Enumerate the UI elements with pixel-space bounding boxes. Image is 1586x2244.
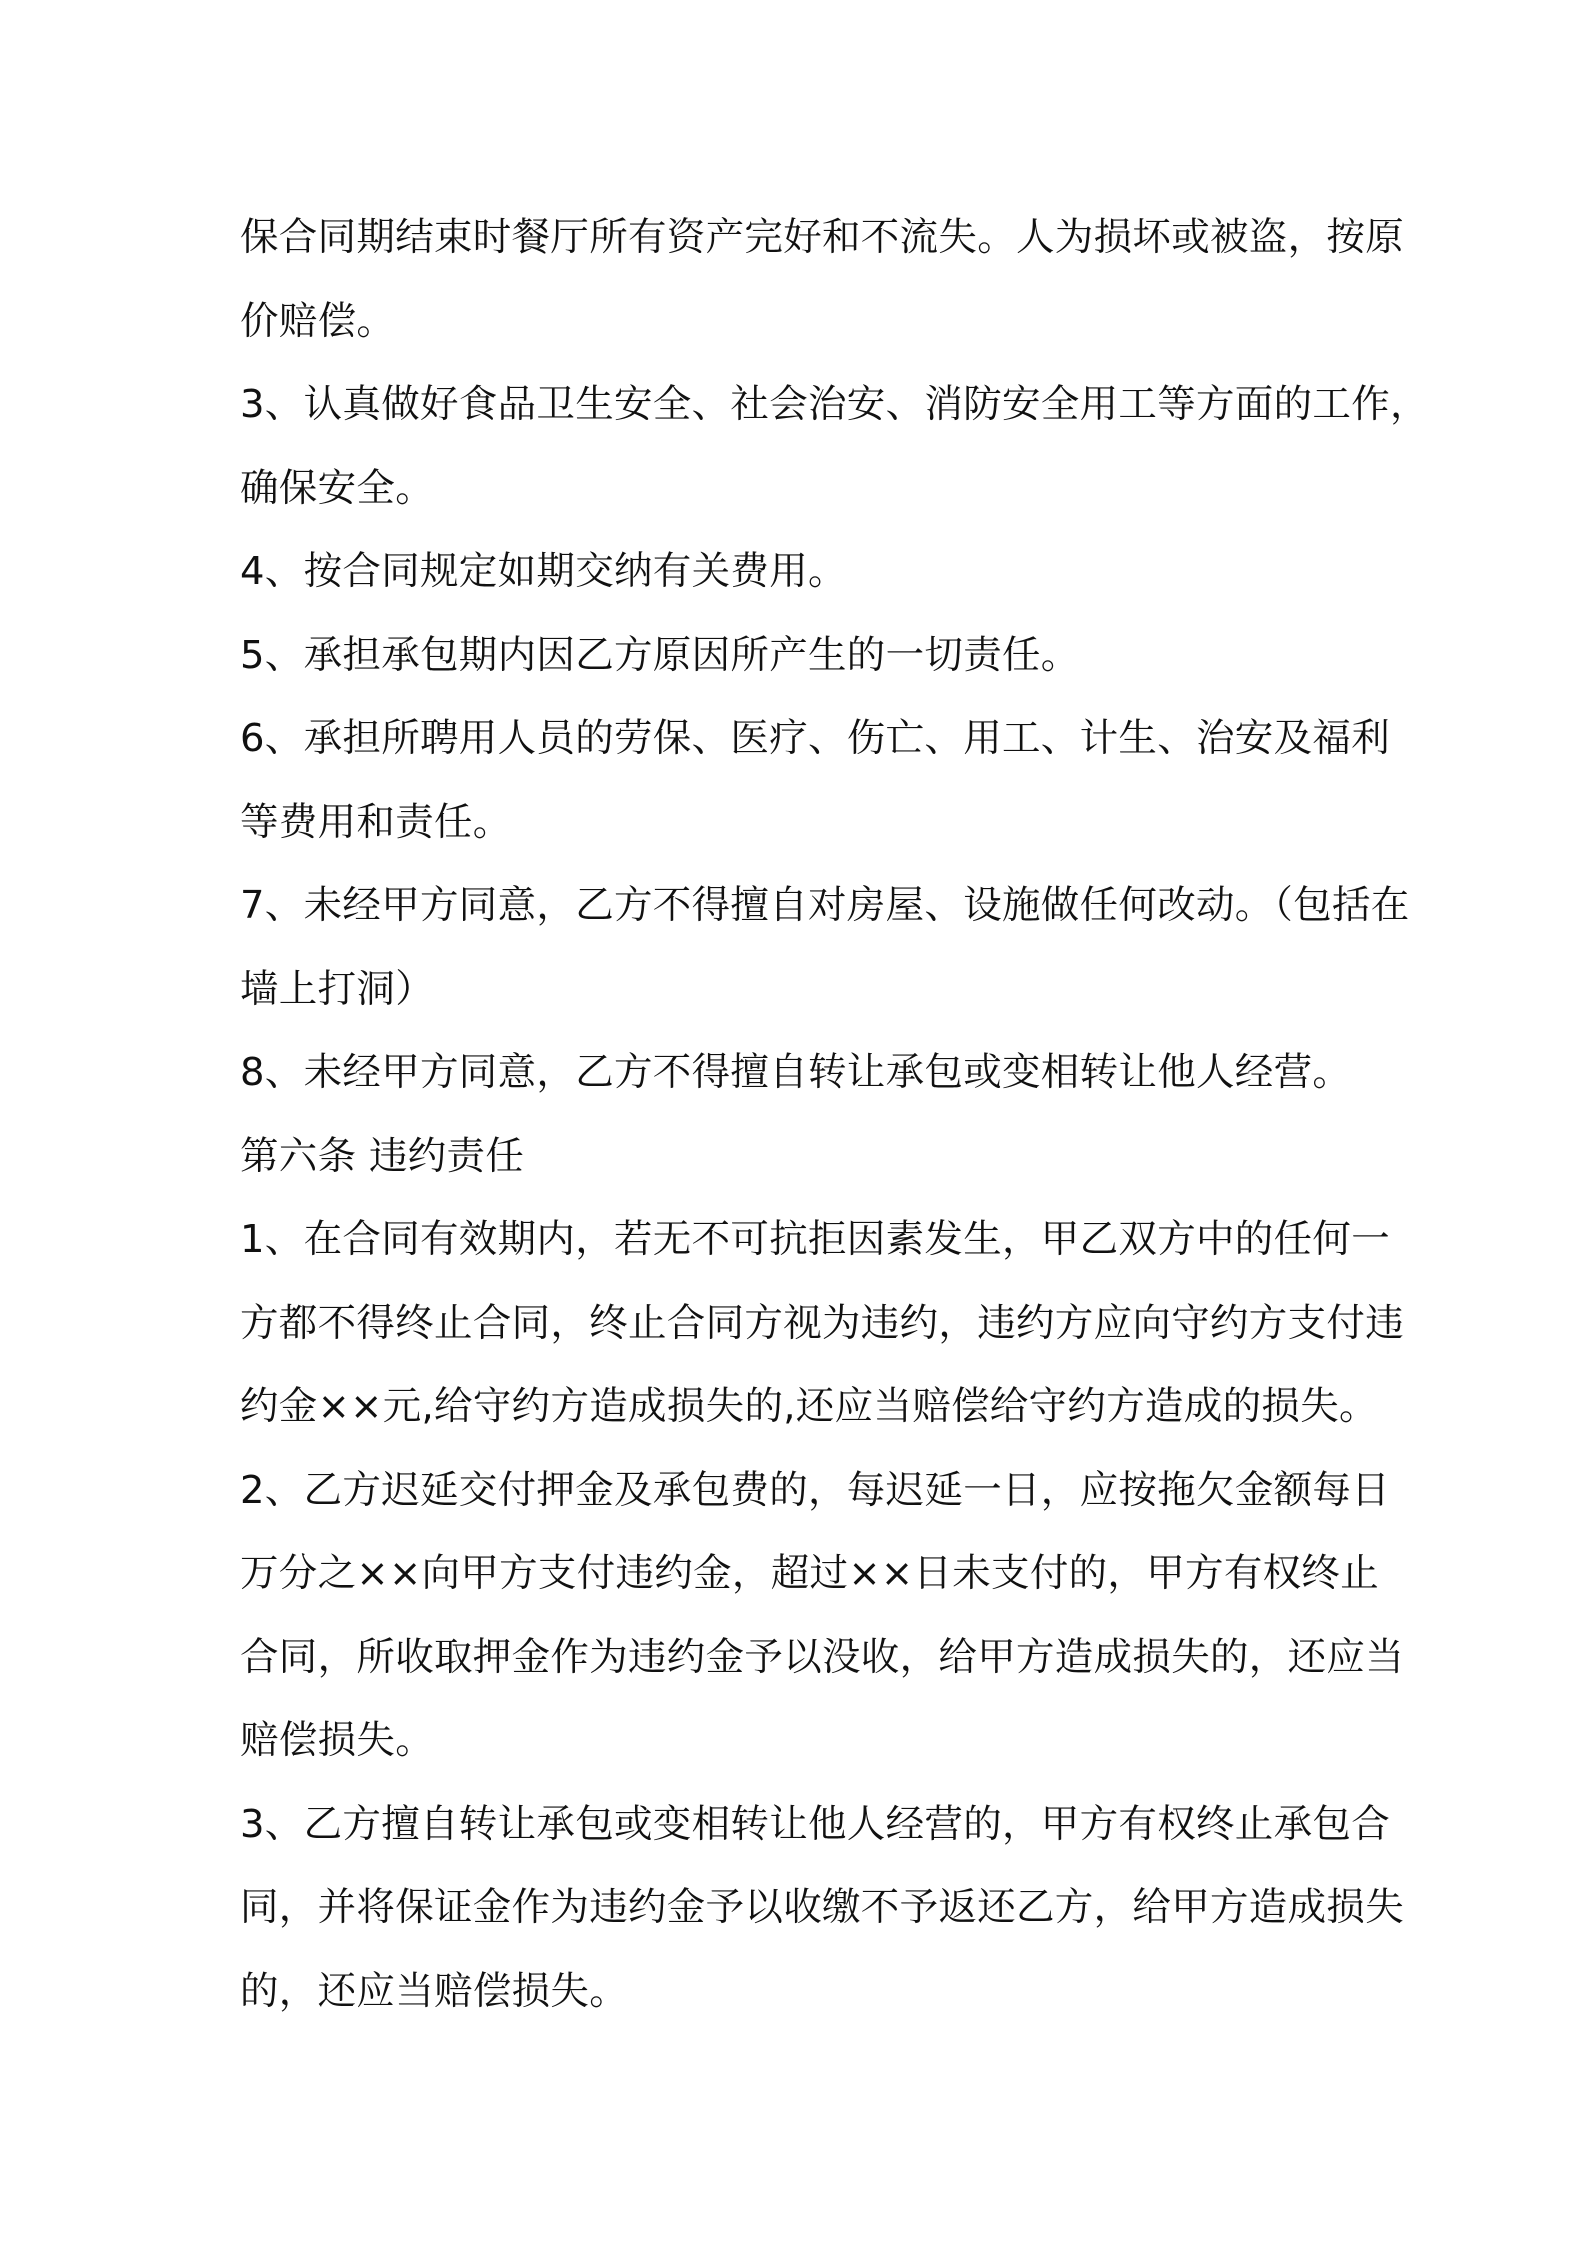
text-line: 3、认真做好食品卫生安全、社会治安、消防安全用工等方面的工作， bbox=[240, 382, 1429, 427]
text-line: 合同，所收取押金作为违约金予以没收，给甲方造成损失的，还应当 bbox=[240, 1634, 1405, 1680]
text-line: 5、承担承包期内因乙方原因所产生的一切责任。 bbox=[240, 632, 1080, 678]
contract-text-body bbox=[240, 196, 1429, 2033]
text-line: 墙上打洞） bbox=[240, 966, 435, 1012]
text-line: 7、未经甲方同意，乙方不得擅自对房屋、设施做任何改动。（包括在 bbox=[240, 883, 1410, 928]
text-line: 约金××元,给守约方造成损失的,还应当赔偿给守约方造成的损失。 bbox=[240, 1384, 1378, 1429]
text-line: 赔偿损失。 bbox=[240, 1718, 435, 1763]
text-line: 1、在合同有效期内，若无不可抗拒因素发生，甲乙双方中的任何一 bbox=[240, 1217, 1390, 1262]
text-line: 保合同期结束时餐厅所有资产完好和不流失。人为损坏或被盗，按原 bbox=[240, 215, 1405, 260]
text-line: 同，并将保证金作为违约金予以收缴不予返还乙方，给甲方造成损失 bbox=[240, 1885, 1405, 1930]
text-line: 等费用和责任。 bbox=[240, 799, 512, 845]
section-heading: 第六条 违约责任 bbox=[240, 1133, 525, 1179]
text-line: 万分之××向甲方支付违约金，超过××日未支付的，甲方有权终止 bbox=[240, 1551, 1380, 1596]
text-line: 2、乙方迟延交付押金及承包费的，每迟延一日，应按拖欠金额每日 bbox=[240, 1467, 1390, 1513]
text-line: 的，还应当赔偿损失。 bbox=[240, 1968, 629, 2014]
text-line: 价赔偿。 bbox=[240, 298, 396, 344]
text-line: 6、承担所聘用人员的劳保、医疗、伤亡、用工、计生、治安及福利 bbox=[240, 716, 1390, 761]
text-line: 3、乙方擅自转让承包或变相转让他人经营的，甲方有权终止承包合 bbox=[240, 1801, 1390, 1847]
text-line: 方都不得终止合同，终止合同方视为违约，违约方应向守约方支付违 bbox=[240, 1300, 1405, 1346]
text-line: 8、未经甲方同意，乙方不得擅自转让承包或变相转让他人经营。 bbox=[240, 1050, 1352, 1095]
text-line: 4、按合同规定如期交纳有关费用。 bbox=[240, 549, 847, 594]
text-line: 确保安全。 bbox=[240, 465, 435, 511]
